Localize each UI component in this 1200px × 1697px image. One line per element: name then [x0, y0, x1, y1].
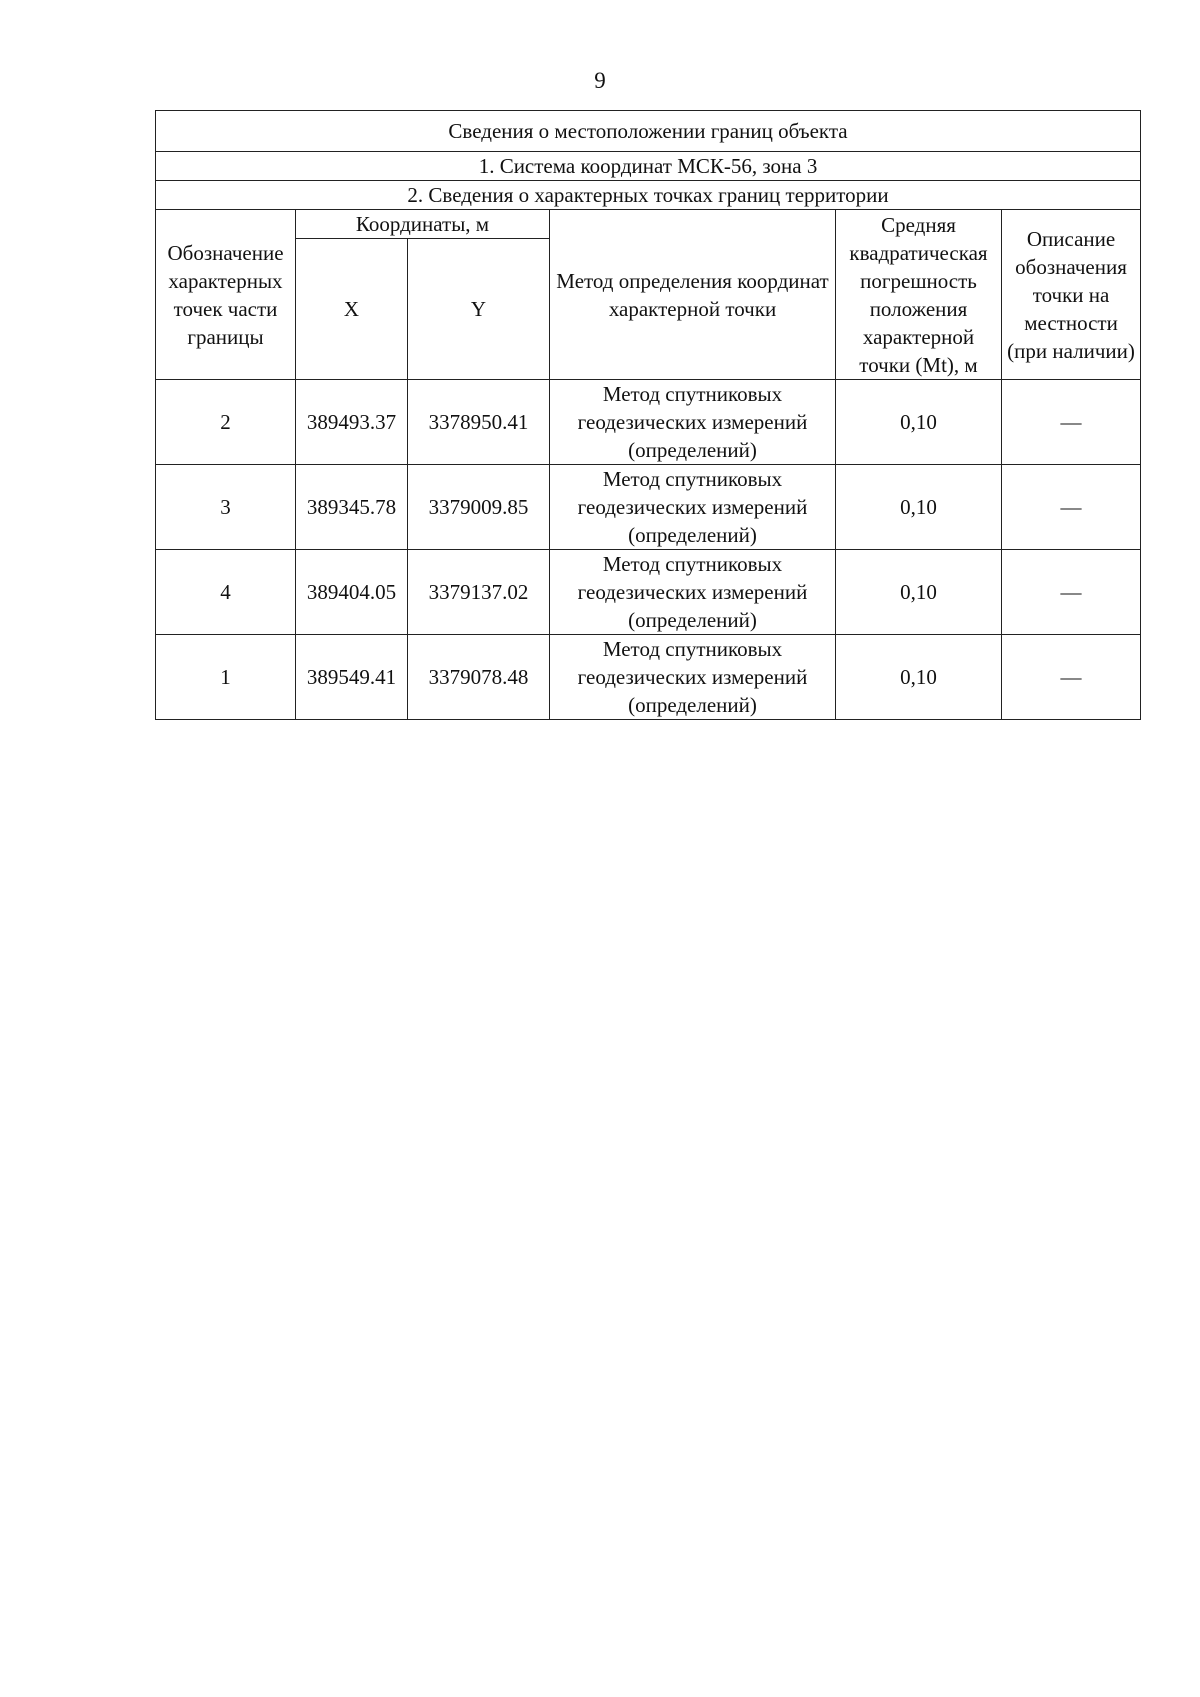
y-cell: 3379137.02 [408, 550, 550, 635]
x-cell: 389493.37 [296, 380, 408, 465]
page-number: 9 [594, 68, 606, 93]
description-cell: — [1002, 380, 1141, 465]
y-cell: 3378950.41 [408, 380, 550, 465]
method-cell: Метод спутниковых геодезических измерений (определений) [550, 465, 836, 550]
header-point: Обозначение характерных точек части границы [156, 210, 296, 380]
coordinate-system-line: 1. Система координат МСК-56, зона 3 [156, 152, 1141, 181]
table-row [156, 465, 1141, 550]
point-cell: 2 [156, 380, 296, 465]
points-info-line: 2. Сведения о характерных точках границ территории [156, 181, 1141, 210]
point-cell: 3 [156, 465, 296, 550]
header-y: Y [408, 239, 550, 380]
error-cell: 0,10 [836, 380, 1002, 465]
table-row [156, 380, 1141, 465]
description-cell: — [1002, 465, 1141, 550]
table-title: Сведения о местоположении границ объекта [156, 111, 1141, 152]
description-cell: — [1002, 550, 1141, 635]
x-cell: 389549.41 [296, 635, 408, 720]
error-cell: 0,10 [836, 635, 1002, 720]
point-cell: 1 [156, 635, 296, 720]
method-cell: Метод спутниковых геодезических измерений (определений) [550, 550, 836, 635]
error-cell: 0,10 [836, 550, 1002, 635]
point-cell: 4 [156, 550, 296, 635]
y-cell: 3379078.48 [408, 635, 550, 720]
y-cell: 3379009.85 [408, 465, 550, 550]
x-cell: 389345.78 [296, 465, 408, 550]
header-coordinates: Координаты, м [296, 210, 550, 239]
boundary-table [155, 110, 1141, 720]
header-x: X [296, 239, 408, 380]
method-cell: Метод спутниковых геодезических измерений (определений) [550, 380, 836, 465]
header-description: Описание обозначения точки на местности (при наличии) [1002, 210, 1141, 380]
method-cell: Метод спутниковых геодезических измерений (определений) [550, 635, 836, 720]
table-row [156, 550, 1141, 635]
header-error: Средняя квадратическая погрешность положения характерной точки (Mt), м [836, 210, 1002, 380]
error-cell: 0,10 [836, 465, 1002, 550]
x-cell: 389404.05 [296, 550, 408, 635]
description-cell: — [1002, 635, 1141, 720]
table-row [156, 635, 1141, 720]
header-method: Метод определения координат характерной точки [550, 210, 836, 380]
